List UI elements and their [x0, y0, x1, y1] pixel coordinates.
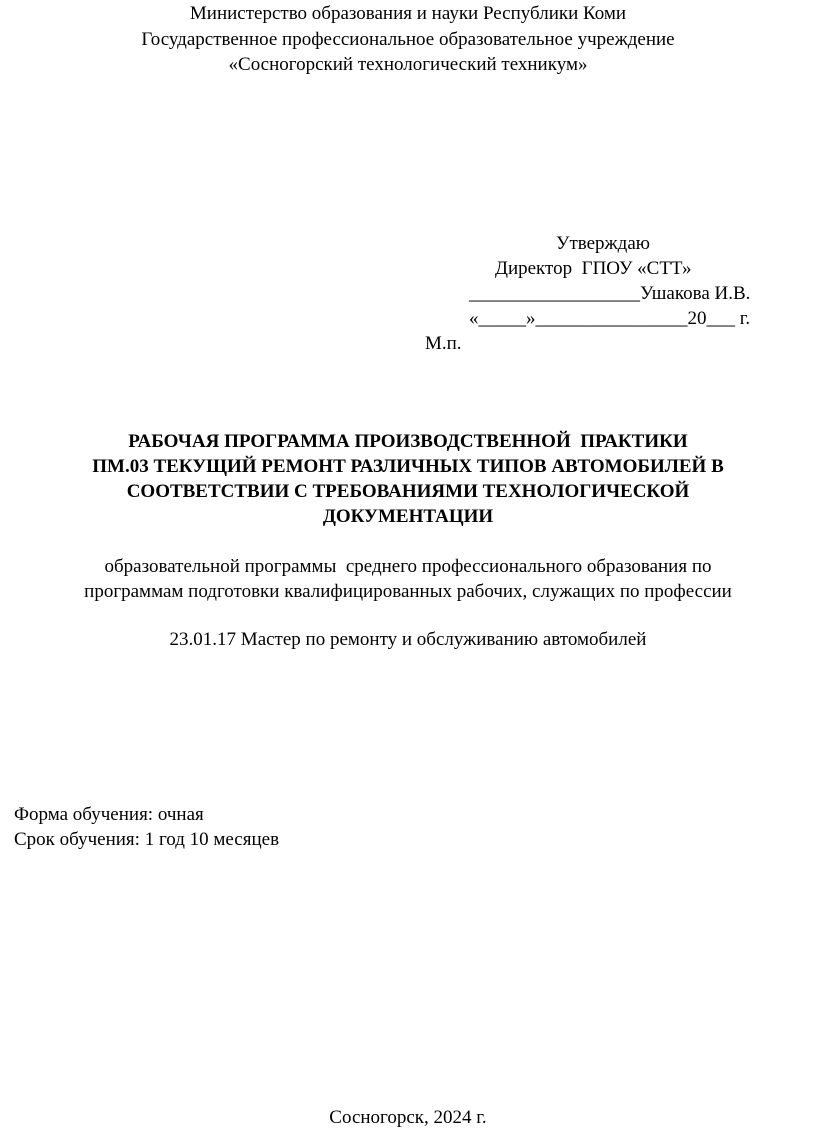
study-form: Форма обучения: очная	[14, 804, 204, 825]
approve-label: Утверждаю	[556, 233, 650, 254]
profession-code: 23.01.17 Мастер по ремонту и обслуживанию автомобилей	[169, 629, 647, 650]
study-duration: Срок обучения: 1 год 10 месяцев	[14, 829, 280, 850]
institution-type: Государственное профессиональное образовательное учреждение	[141, 29, 675, 50]
ministry-name: Министерство образования и науки Республики Коми	[189, 3, 627, 24]
signature-line: __________________Ушакова И.В.	[469, 283, 751, 304]
school-name: «Сосногорский технологический техникум»	[228, 54, 588, 75]
director-title: Директор ГПОУ «СТТ»	[495, 258, 692, 279]
title-line-3: СООТВЕТСТВИИ С ТРЕБОВАНИЯМИ ТЕХНОЛОГИЧЕСКОЙ	[126, 481, 690, 502]
title-line-4: ДОКУМЕНТАЦИИ	[322, 506, 494, 527]
title-line-2: ПМ.03 ТЕКУЩИЙ РЕМОНТ РАЗЛИЧНЫХ ТИПОВ АВТОМОБИЛЕЙ В	[92, 456, 724, 477]
stamp-label: М.п.	[425, 333, 462, 354]
title-line-1: РАБОЧАЯ ПРОГРАММА ПРОИЗВОДСТВЕННОЙ ПРАКТИКИ	[128, 431, 688, 452]
program-line-2: программам подготовки квалифицированных рабочих, служащих по профессии	[84, 581, 732, 602]
place-year: Сосногорск, 2024 г.	[329, 1107, 487, 1128]
program-line-1: образовательной программы среднего профессионального образования по	[104, 556, 712, 577]
date-line: «_____»________________20___ г.	[469, 308, 751, 329]
